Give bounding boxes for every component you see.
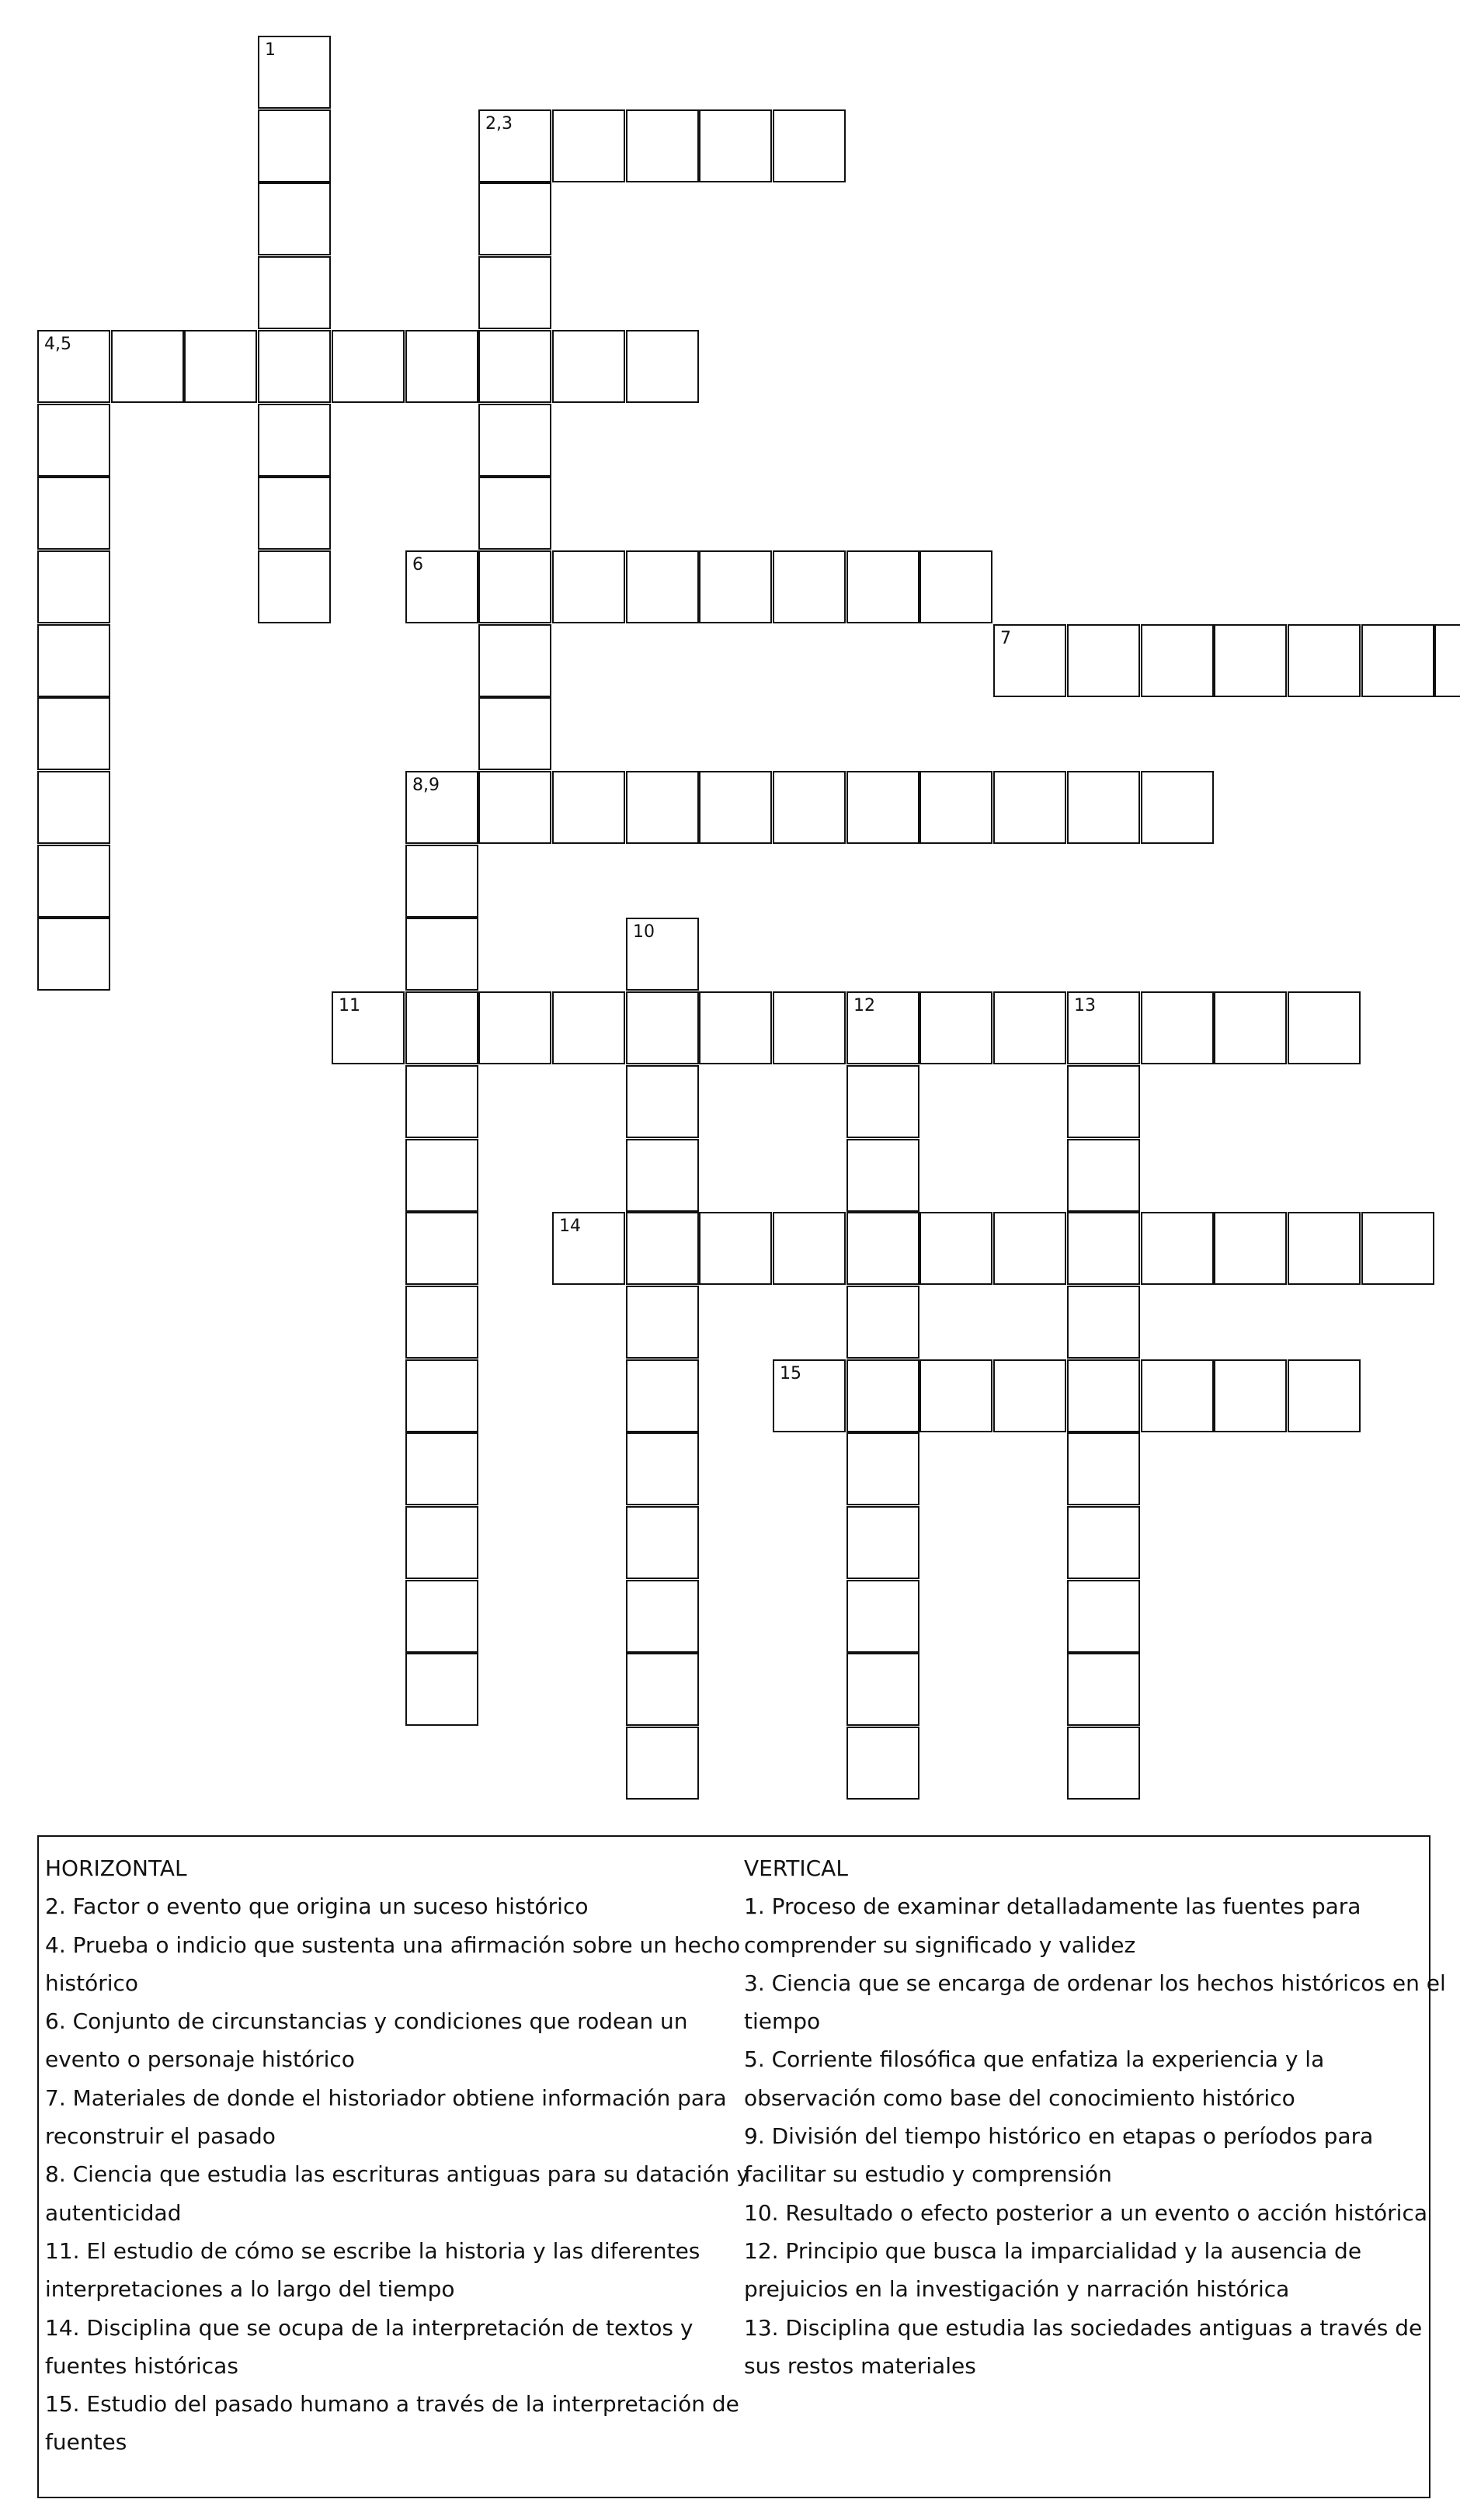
crossword-cell[interactable] xyxy=(626,550,699,623)
crossword-cell[interactable] xyxy=(405,1139,478,1212)
horizontal-clues xyxy=(45,1849,749,2462)
crossword-cell[interactable] xyxy=(626,1580,699,1653)
crossword-cell[interactable] xyxy=(258,256,331,329)
horizontal-clue-line: interpretaciones a lo largo del tiempo xyxy=(45,2276,455,2303)
crossword-cell[interactable] xyxy=(699,1212,772,1285)
crossword-cell[interactable] xyxy=(699,550,772,623)
vertical-clue-line: comprender su significado y validez xyxy=(744,1932,1136,1958)
horizontal-clue-line: autenticidad xyxy=(45,2199,182,2226)
crossword-cell[interactable] xyxy=(1067,1286,1140,1359)
vertical-clue-line: prejuicios en la investigación y narración histórica xyxy=(744,2276,1290,2303)
crossword-cell[interactable] xyxy=(111,330,184,403)
crossword-cell[interactable] xyxy=(405,771,478,844)
crossword-cell[interactable] xyxy=(478,624,551,697)
crossword-cell[interactable] xyxy=(773,109,846,182)
crossword-cell[interactable] xyxy=(773,550,846,623)
clue-number: 15 xyxy=(780,1364,801,1383)
crossword-cell[interactable] xyxy=(405,1580,478,1653)
crossword-cell[interactable] xyxy=(993,624,1066,697)
crossword-cell[interactable] xyxy=(1067,991,1140,1064)
crossword-cell[interactable] xyxy=(478,477,551,550)
clue-number: 10 xyxy=(633,922,655,942)
clue-number: 7 xyxy=(1000,629,1011,648)
crossword-cell[interactable] xyxy=(1067,1506,1140,1579)
crossword-cell[interactable] xyxy=(552,550,625,623)
crossword-cell[interactable] xyxy=(405,330,478,403)
crossword-cell[interactable] xyxy=(846,1580,919,1653)
clue-number: 6 xyxy=(412,555,423,574)
crossword-cell[interactable] xyxy=(626,1212,699,1285)
clue-number: 13 xyxy=(1074,996,1096,1015)
vertical-clue-line: tiempo xyxy=(744,2008,821,2035)
crossword-cell[interactable] xyxy=(1067,1727,1140,1800)
crossword-cell[interactable] xyxy=(846,771,919,844)
crossword-cell[interactable] xyxy=(993,1212,1066,1285)
crossword-cell[interactable] xyxy=(846,1212,919,1285)
crossword-cell[interactable] xyxy=(405,1506,478,1579)
crossword-cell[interactable] xyxy=(626,1359,699,1432)
crossword-cell[interactable] xyxy=(1214,991,1287,1064)
crossword-cell[interactable] xyxy=(1067,1065,1140,1138)
crossword-cell[interactable] xyxy=(1288,1212,1361,1285)
clue-number: 12 xyxy=(853,996,875,1015)
crossword-cell[interactable] xyxy=(332,330,405,403)
crossword-cell[interactable] xyxy=(1361,1212,1434,1285)
crossword-cell[interactable] xyxy=(846,991,919,1064)
crossword-cell[interactable] xyxy=(993,991,1066,1064)
crossword-cell[interactable] xyxy=(846,1286,919,1359)
vertical-clue-line: 10. Resultado o efecto posterior a un evento o acción histórica xyxy=(744,2199,1428,2226)
crossword-cell[interactable] xyxy=(1214,624,1287,697)
crossword-cell[interactable] xyxy=(626,1065,699,1138)
horizontal-clue-line: 6. Conjunto de circunstancias y condiciones que rodean un xyxy=(45,2008,688,2035)
vertical-clue-line: 5. Corriente filosófica que enfatiza la experiencia y la xyxy=(744,2046,1325,2073)
crossword-cell[interactable] xyxy=(258,404,331,477)
crossword-cell[interactable] xyxy=(1434,624,1460,697)
crossword-cell[interactable] xyxy=(258,550,331,623)
crossword-cell[interactable] xyxy=(919,771,992,844)
crossword-cell[interactable] xyxy=(478,256,551,329)
horizontal-clue-line: 7. Materiales de donde el historiador obtiene información para xyxy=(45,2084,727,2111)
crossword-cell[interactable] xyxy=(258,330,331,403)
vertical-clue-line: 12. Principio que busca la imparcialidad y la ausencia de xyxy=(744,2237,1362,2264)
clue-number: 8,9 xyxy=(412,776,440,795)
crossword-cell[interactable] xyxy=(478,771,551,844)
crossword-cell[interactable] xyxy=(626,771,699,844)
crossword-cell[interactable] xyxy=(919,550,992,623)
vertical-clue-line: sus restos materiales xyxy=(744,2352,976,2379)
crossword-cell[interactable] xyxy=(184,330,257,403)
horizontal-clue-line: 4. Prueba o indicio que sustenta una afirmación sobre un hecho xyxy=(45,1932,741,1958)
horizontal-clue-line: 11. El estudio de cómo se escribe la historia y las diferentes xyxy=(45,2237,700,2264)
horizontal-clue-line: 14. Disciplina que se ocupa de la interpretación de textos y xyxy=(45,2314,694,2341)
crossword-cell[interactable] xyxy=(993,771,1066,844)
crossword-cell[interactable] xyxy=(258,109,331,182)
vertical-clues xyxy=(744,1849,1446,2385)
crossword-cell[interactable] xyxy=(478,404,551,477)
crossword-cell[interactable] xyxy=(405,550,478,623)
crossword-cell[interactable] xyxy=(626,109,699,182)
crossword-cell[interactable] xyxy=(37,550,110,623)
crossword-cell[interactable] xyxy=(332,991,405,1064)
crossword-cell[interactable] xyxy=(846,1065,919,1138)
crossword-cell[interactable] xyxy=(1214,1359,1287,1432)
crossword-cell[interactable] xyxy=(405,1653,478,1726)
crossword-cell[interactable] xyxy=(37,624,110,697)
crossword-cell[interactable] xyxy=(1067,1212,1140,1285)
crossword-cell[interactable] xyxy=(405,1212,478,1285)
crossword-cell[interactable] xyxy=(773,991,846,1064)
clue-number: 11 xyxy=(339,996,360,1015)
crossword-cell[interactable] xyxy=(846,1432,919,1505)
crossword-cell[interactable] xyxy=(846,1727,919,1800)
vertical-clue-line: 1. Proceso de examinar detalladamente las fuentes para xyxy=(744,1893,1361,1920)
crossword-cell[interactable] xyxy=(626,918,699,991)
crossword-cell[interactable] xyxy=(405,1432,478,1505)
crossword-cell[interactable] xyxy=(478,330,551,403)
vertical-clue-list xyxy=(744,1887,1446,2385)
clues-box xyxy=(37,1835,1446,2498)
crossword-cell[interactable] xyxy=(699,991,772,1064)
crossword-cell[interactable] xyxy=(1067,1432,1140,1505)
crossword-cell[interactable] xyxy=(258,36,331,109)
crossword-cell[interactable] xyxy=(846,1139,919,1212)
crossword-cell[interactable] xyxy=(919,991,992,1064)
horizontal-clue-list xyxy=(45,1887,749,2461)
crossword-cell[interactable] xyxy=(699,771,772,844)
crossword-cell[interactable] xyxy=(1141,1359,1214,1432)
crossword-cell[interactable] xyxy=(846,1653,919,1726)
crossword-cell[interactable] xyxy=(773,1359,846,1432)
crossword-cell[interactable] xyxy=(846,550,919,623)
crossword-cell[interactable] xyxy=(626,1432,699,1505)
crossword-cell[interactable] xyxy=(626,330,699,403)
crossword-cell[interactable] xyxy=(1141,624,1214,697)
crossword-cell[interactable] xyxy=(405,918,478,991)
crossword-cell[interactable] xyxy=(37,845,110,918)
crossword-cell[interactable] xyxy=(626,1653,699,1726)
crossword-cell[interactable] xyxy=(1288,624,1361,697)
crossword-cell[interactable] xyxy=(1067,1139,1140,1212)
crossword-cell[interactable] xyxy=(552,991,625,1064)
clue-number: 14 xyxy=(559,1217,581,1236)
crossword-cell[interactable] xyxy=(993,1359,1066,1432)
crossword-cell[interactable] xyxy=(478,697,551,770)
crossword-cell[interactable] xyxy=(699,109,772,182)
crossword-cell[interactable] xyxy=(626,1139,699,1212)
crossword-cell[interactable] xyxy=(1067,1653,1140,1726)
crossword-cell[interactable] xyxy=(478,991,551,1064)
crossword-cell[interactable] xyxy=(405,1065,478,1138)
crossword-cell[interactable] xyxy=(626,1286,699,1359)
crossword-cell[interactable] xyxy=(1288,991,1361,1064)
horizontal-clue-line: histórico xyxy=(45,1970,139,1996)
crossword-cell[interactable] xyxy=(405,1359,478,1432)
crossword-cell[interactable] xyxy=(919,1212,992,1285)
crossword-cell[interactable] xyxy=(1141,1212,1214,1285)
horizontal-clue-line: 8. Ciencia que estudia las escrituras antiguas para su datación y xyxy=(45,2161,749,2188)
crossword-cell[interactable] xyxy=(773,771,846,844)
clue-number: 4,5 xyxy=(44,335,71,354)
horizontal-clue-line: evento o personaje histórico xyxy=(45,2046,355,2073)
crossword-cell[interactable] xyxy=(1141,991,1214,1064)
crossword-cell[interactable] xyxy=(846,1506,919,1579)
crossword-cell[interactable] xyxy=(1288,1359,1361,1432)
crossword-cell[interactable] xyxy=(1141,771,1214,844)
crossword-cell[interactable] xyxy=(37,330,110,403)
crossword-cell[interactable] xyxy=(846,1359,919,1432)
crossword-cell[interactable] xyxy=(478,182,551,255)
vertical-clue-line: 3. Ciencia que se encarga de ordenar los hechos históricos en el xyxy=(744,1970,1446,1996)
vertical-clue-line: 9. División del tiempo histórico en etapas o períodos para xyxy=(744,2123,1374,2150)
crossword-cell[interactable] xyxy=(478,109,551,182)
vertical-heading: VERTICAL xyxy=(744,1855,848,1881)
crossword-cell[interactable] xyxy=(552,1212,625,1285)
crossword-cell[interactable] xyxy=(552,330,625,403)
crossword-cell[interactable] xyxy=(1214,1212,1287,1285)
crossword-cell[interactable] xyxy=(626,1727,699,1800)
vertical-clue-line: 13. Disciplina que estudia las sociedades antiguas a través de xyxy=(744,2314,1423,2341)
clue-number: 2,3 xyxy=(485,114,513,134)
horizontal-heading: HORIZONTAL xyxy=(45,1855,187,1881)
crossword-cell[interactable] xyxy=(552,109,625,182)
crossword-cell[interactable] xyxy=(552,771,625,844)
crossword-cell[interactable] xyxy=(37,697,110,770)
horizontal-clue-line: reconstruir el pasado xyxy=(45,2123,276,2150)
crossword-cell[interactable] xyxy=(478,550,551,623)
horizontal-clue-line: 2. Factor o evento que origina un suceso histórico xyxy=(45,1893,589,1920)
crossword-cell[interactable] xyxy=(1067,771,1140,844)
crossword-cell[interactable] xyxy=(37,771,110,844)
crossword-cell[interactable] xyxy=(626,991,699,1064)
crossword-cell[interactable] xyxy=(37,918,110,991)
crossword-cell[interactable] xyxy=(1067,1580,1140,1653)
vertical-clue-line: observación como base del conocimiento histórico xyxy=(744,2084,1295,2111)
horizontal-clue-line: fuentes históricas xyxy=(45,2352,238,2379)
crossword-cell[interactable] xyxy=(1067,1359,1140,1432)
horizontal-clue-line: 15. Estudio del pasado humano a través de la interpretación de xyxy=(45,2391,739,2418)
crossword-cell[interactable] xyxy=(405,845,478,918)
crossword-cell[interactable] xyxy=(1067,624,1140,697)
vertical-clue-line: facilitar su estudio y comprensión xyxy=(744,2161,1112,2188)
crossword-cell[interactable] xyxy=(405,1286,478,1359)
crossword-cell[interactable] xyxy=(773,1212,846,1285)
crossword-cell[interactable] xyxy=(626,1506,699,1579)
crossword-cell[interactable] xyxy=(37,404,110,477)
horizontal-clue-line: fuentes xyxy=(45,2429,127,2456)
crossword-cell[interactable] xyxy=(405,991,478,1064)
clue-number: 1 xyxy=(265,40,276,60)
crossword-cell[interactable] xyxy=(919,1359,992,1432)
crossword-cell[interactable] xyxy=(1361,624,1434,697)
crossword-cell[interactable] xyxy=(258,477,331,550)
crossword-cell[interactable] xyxy=(37,477,110,550)
crossword-cell[interactable] xyxy=(258,182,331,255)
